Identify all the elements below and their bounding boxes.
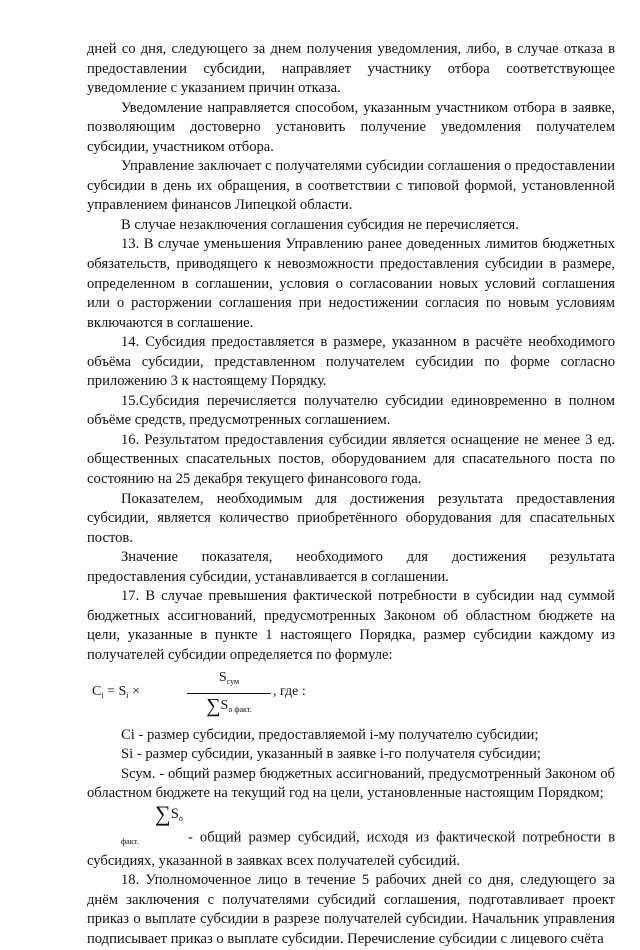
formula-lhs: $C_i = S_i$ × <box>92 683 140 700</box>
sum-symbol: $\sum S_{о факт.}$ <box>121 800 183 847</box>
document-page <box>87 40 615 950</box>
subsidy-formula <box>87 668 615 724</box>
paragraph: дней со дня, следующего за днем получения уведомления, либо, в случае отказа в предоставлении субсидии, направляет участнику отбора соответствующее уведомление с указанием причин отказа. <box>87 41 615 97</box>
paragraph: Уведомление направляется способом, указанным участником отбора в заявке, позволяющим достоверно установить получение уведомления получателем субсидии, участником отбора. <box>87 99 615 155</box>
paragraph: Показателем, необходимым для достижения результата предоставления субсидии, является количество приобретённого оборудования для спасательных постов. <box>87 490 615 546</box>
paragraph: 16. Результатом предоставления субсидии является оснащение не менее 3 ед. общественных спасательных постов, оборудованием для спасательного поста по состоянию на 25 декабря текущего финансового года. <box>87 431 615 488</box>
formula-tail: , где : <box>273 683 306 699</box>
paragraph: В случае незаключения соглашения субсидия не перечисляется. <box>121 216 519 233</box>
paragraph: Ci - размер субсидии, предоставляемой i-му получателю субсидии; <box>121 726 539 743</box>
paragraph: 15.Субсидия перечисляется получателю субсидии единовременно в полном объёме средств, предусмотренных соглашением. <box>87 392 615 429</box>
formula-fraction <box>187 668 271 720</box>
paragraph: Управление заключает с получателями субсидии соглашения о предоставлении субсидии в день их обращения, в соответствии с типовой формой, установленной управлением финансов Липецкой области. <box>87 158 615 214</box>
paragraph-sum-definition: $\sum S_{о факт.}$ - общий размер субсидий, исходя из фактической потребности в субсидиях, указанной в заявках всех получателей субсидий. <box>87 800 615 869</box>
fraction-numerator: $S_{сум}$ <box>187 668 271 695</box>
paragraph: Si - размер субсидии, указанный в заявке i-го получателя субсидии; <box>121 746 541 763</box>
paragraph: 13. В случае уменьшения Управлению ранее доведенных лимитов бюджетных обязательств, приводящего к невозможности предоставления субсидии в размере, определенном в соглашении, условия о согласовании новых условий соглашения или о расторжении соглашения при недостижении согласия по новым условиям включаются в соглашение. <box>87 236 615 331</box>
paragraph: 18. Уполномоченное лицо в течение 5 рабочих дней со дня, следующего за днём заключения с получателями субсидий соглашения, подготавливает проект приказ о выплате субсидии в разрезе получателей субсидии. Начальник управления подписывает приказ о выплате субсидии. Перечисление субсидии с лицевого счёта <box>87 872 615 947</box>
paragraph: 14. Субсидия предоставляется в размере, указанном в расчёте необходимого объёма субсидии, представленном получателем субсидии по форме согласно приложению 3 к настоящему Порядку. <box>87 334 615 390</box>
paragraph: Значение показателя, необходимого для достижения результата предоставления субсидии, устанавливается в соглашении. <box>87 549 615 585</box>
fraction-denominator: $\sum S_{о факт.}$ <box>206 695 252 718</box>
paragraph: Sсум. - общий размер бюджетных ассигнований, предусмотренный Законом об областном бюджете на текущий год на цели, установленные настоящим Порядком; <box>87 765 615 802</box>
paragraph: 17. В случае превышения фактической потребности в субсидии над суммой бюджетных ассигнований, предусмотренных Законом об областном бюджете на цели, указанные в пункте 1 настоящего Порядка, размер субсидии каждому из получателей субсидии определяется по формуле: <box>87 588 615 663</box>
